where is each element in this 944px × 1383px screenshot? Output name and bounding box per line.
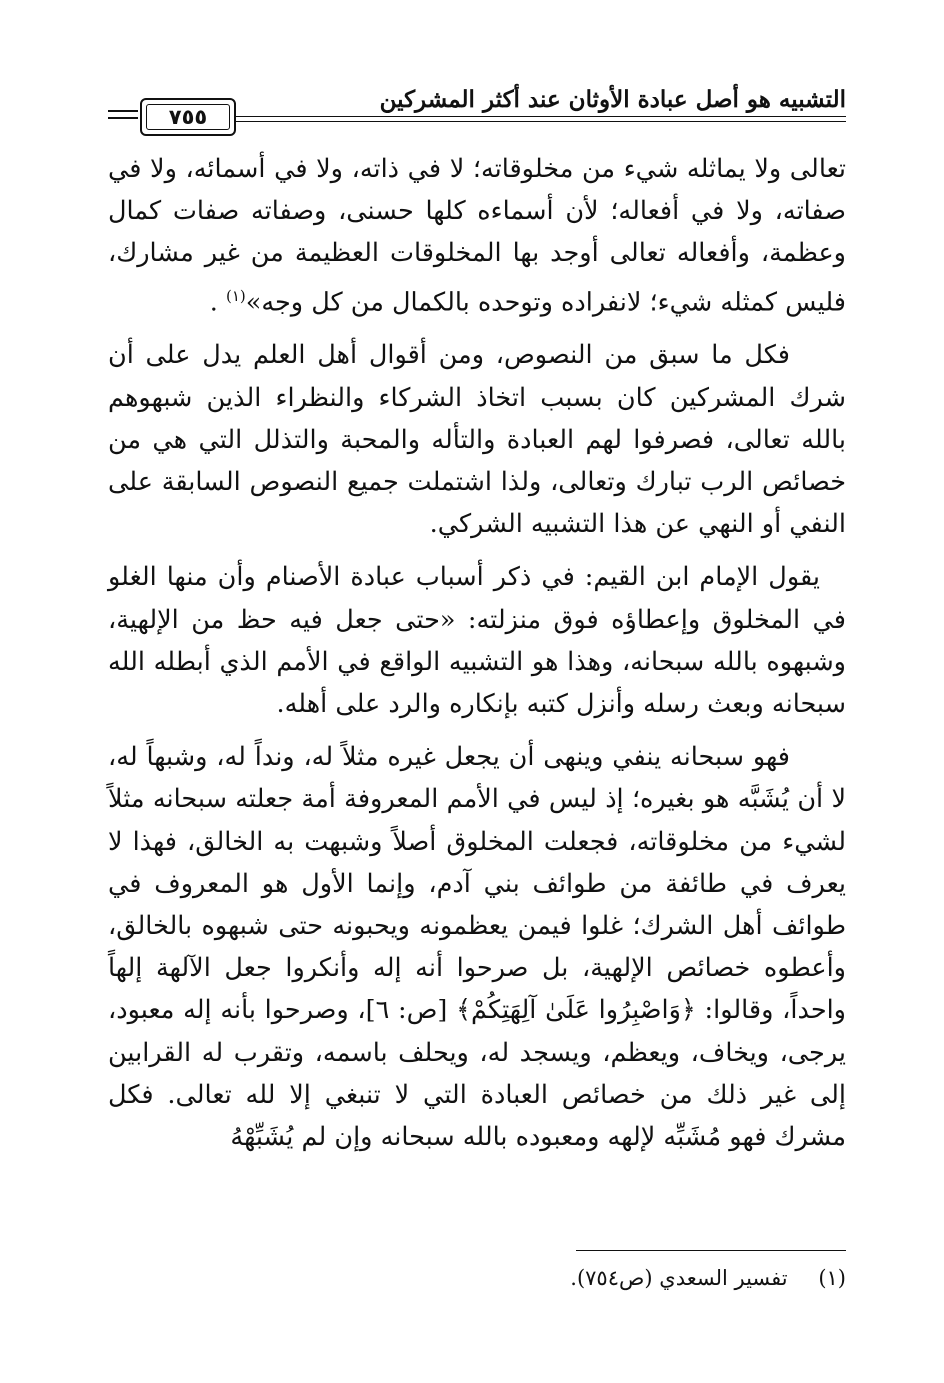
page-number-ornament-line (108, 110, 138, 112)
page-number-frame (140, 98, 236, 136)
page-number-ornament-line (108, 117, 138, 119)
footnote-separator (576, 1250, 846, 1251)
footnote-number: (١) (818, 1266, 846, 1290)
body-text (108, 148, 846, 1169)
paragraph-3: يقول الإمام ابن القيم: في ذكر أسباب عبادة الأصنام وأن منها الغلو في المخلوق وإعطاؤه فوق منزلته: «حتى جعل فيه حظ من الإلهية، وشبهوه بالله سبحانه، وهذا هو التشبيه الواقع في الأمم الذي أبطله الله سبحانه وبعث رسله وأنزل كتبه بإنكاره والرد على أهله. (108, 562, 846, 719)
header-rule-double (236, 121, 846, 122)
paragraph-1-text: تعالى ولا يماثله شيء من مخلوقاته؛ لا في ذاته، ولا في أسمائه، ولا في صفاته، ولا في أفعاله؛ لأن أسماءه كلها حسنى، وصفاته صفات كمال وعظمة، وأفعاله تعالى أوجد بها المخلوقات العظيمة من غير مشارك، فليس كمثله شيء؛ لانفراده وتوحده بالكمال من كل وجه» (108, 154, 846, 318)
paragraph-4: فهو سبحانه ينفي وينهى أن يجعل غيره مثلاً له، ونداً له، وشبهاً له، لا أن يُشَبَّه هو بغيره؛ إذ ليس في الأمم المعروفة أمة جعلته سبحانه مثلاً لشيء من مخلوقاته، فجعلت المخلوق أصلاً وشبهت به الخالق، فهذا لا يعرف في طائفة من طوائف بني آدم، وإنما الأول هو المعروف في طوائف أهل الشرك؛ غلوا فيمن يعظمونه ويحبونه حتى شبهوه بالخالق، وأعطوه خصائص الإلهية، بل صرحوا أنه إله وأنكروا جعل الآلهة إلهاً واحداً، وقالوا: ﴿وَاصْبِرُوا عَلَىٰ آلِهَتِكُمْ﴾ [ص: ٦]، وصرحوا بأنه إله معبود، يرجى، ويخاف، ويعظم، ويسجد له، ويحلف باسمه، وتقرب له القرابين إلى غير ذلك من خصائص العبادة التي لا تنبغي إلا لله تعالى. فكل مشرك فهو مُشَبِّه لإلهه ومعبوده بالله سبحانه وإن لم يُشَبِّهْهُ (108, 742, 846, 1152)
footnote-reference: (١) (225, 286, 246, 305)
footnote-text: تفسير السعدي (ص٧٥٤). (570, 1266, 788, 1290)
header-rule (236, 116, 846, 117)
paragraph-1-end: . (209, 287, 226, 318)
page-number: ٧٥٥ (168, 105, 208, 129)
paragraph-2: فكل ما سبق من النصوص، ومن أقوال أهل العلم يدل على أن شرك المشركين كان بسبب اتخاذ الشركاء والنظراء الذين شبهوهم بالله تعالى، فصرفوا لهم العبادة والتأله والمحبة والتذلل التي هي من خصائص الرب تبارك وتعالى، ولذا اشتملت جميع النصوص السابقة على النفي أو النهي عن هذا التشبيه الشركي. (108, 340, 846, 540)
footnote (570, 1266, 846, 1290)
paragraph-1 (108, 148, 846, 323)
running-title: التشبيه هو أصل عبادة الأوثان عند أكثر المشركين (379, 86, 846, 113)
